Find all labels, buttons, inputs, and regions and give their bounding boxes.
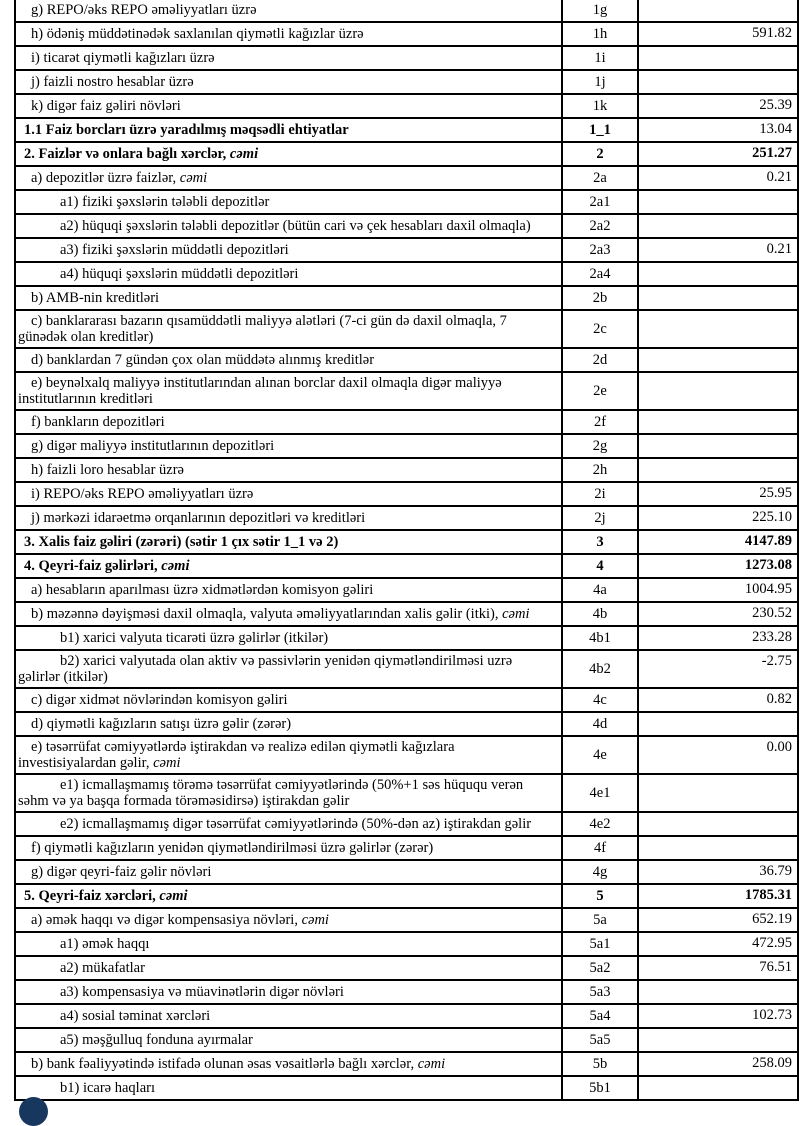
table-row xyxy=(15,626,798,650)
row-value: 1785.31 xyxy=(638,884,798,908)
logo-circle xyxy=(19,1097,48,1126)
row-value: 1004.95 xyxy=(638,578,798,602)
table-row xyxy=(15,1052,798,1076)
table-row xyxy=(15,602,798,626)
table-row xyxy=(15,1076,798,1100)
table-body xyxy=(15,0,798,1100)
row-value: 76.51 xyxy=(638,956,798,980)
row-value: 4147.89 xyxy=(638,530,798,554)
row-label: 4. Qeyri-faiz gəlirləri, cəmi xyxy=(15,554,562,578)
row-value: 0.21 xyxy=(638,166,798,190)
row-value xyxy=(638,1028,798,1052)
row-value xyxy=(638,214,798,238)
row-label: k) digər faiz gəliri növləri xyxy=(15,94,562,118)
table-row xyxy=(15,22,798,46)
row-label-italic-suffix: cəmi xyxy=(417,1056,446,1072)
row-label-italic-suffix: cəmi xyxy=(179,170,208,186)
row-code: 2a1 xyxy=(562,190,638,214)
row-label-italic-suffix: cəmi xyxy=(153,755,181,771)
row-value: 36.79 xyxy=(638,860,798,884)
row-value xyxy=(638,1076,798,1100)
row-code: 4a xyxy=(562,578,638,602)
table-row xyxy=(15,836,798,860)
row-label: 1.1 Faiz borcları üzrə yaradılmış məqsədli ehtiyatlar xyxy=(15,118,562,142)
row-label: a) əmək haqqı və digər kompensasiya növləri, cəmi xyxy=(15,908,562,932)
row-value xyxy=(638,434,798,458)
row-label: g) REPO/əks REPO əməliyyatları üzrə xyxy=(15,0,562,22)
row-value xyxy=(638,836,798,860)
row-label: f) bankların depozitləri xyxy=(15,410,562,434)
table-row xyxy=(15,372,798,410)
row-value: 591.82 xyxy=(638,22,798,46)
row-code: 2a xyxy=(562,166,638,190)
row-code: 2i xyxy=(562,482,638,506)
row-label: b) bank fəaliyyətində istifadə olunan əsas vəsaitlərlə bağlı xərclər, cəmi xyxy=(15,1052,562,1076)
row-value xyxy=(638,458,798,482)
row-label-italic-suffix: cəmi xyxy=(159,888,188,904)
row-label: b) məzənnə dəyişməsi daxil olmaqla, valyuta əməliyyatlarından xalis gəlir (itki), cəmi xyxy=(15,602,562,626)
row-code: 1k xyxy=(562,94,638,118)
row-code: 4d xyxy=(562,712,638,736)
table-row xyxy=(15,736,798,774)
row-code: 2j xyxy=(562,506,638,530)
row-label-italic-suffix: cəmi xyxy=(301,912,329,928)
row-value: 25.95 xyxy=(638,482,798,506)
table-row xyxy=(15,238,798,262)
row-code: 5a4 xyxy=(562,1004,638,1028)
row-code: 4b1 xyxy=(562,626,638,650)
row-code: 4g xyxy=(562,860,638,884)
row-label-italic-suffix: cəmi xyxy=(502,606,530,622)
row-label: e1) icmallaşmamış törəmə təsərrüfat cəmiyyətlərində (50%+1 səs hüququ verən səhm və ya başqa formada törəməsidirsə) iştirakdan gəlir xyxy=(15,774,562,812)
row-value xyxy=(638,774,798,812)
row-label: i) ticarət qiymətli kağızları üzrə xyxy=(15,46,562,70)
row-label: 3. Xalis faiz gəliri (zərəri) (sətir 1 çıx sətir 1_1 və 2) xyxy=(15,530,562,554)
row-label: a4) hüquqi şəxslərin müddətli depozitləri xyxy=(15,262,562,286)
table-row xyxy=(15,214,798,238)
row-label: b1) icarə haqları xyxy=(15,1076,562,1100)
income-statement-table xyxy=(14,0,799,1101)
row-code: 2h xyxy=(562,458,638,482)
table-row xyxy=(15,812,798,836)
table-row xyxy=(15,860,798,884)
row-code: 4b2 xyxy=(562,650,638,688)
row-label: c) banklararası bazarın qısamüddətli maliyyə alətləri (7-ci gün də daxil olmaqla, 7 günədək olan kreditlər) xyxy=(15,310,562,348)
row-code: 2a2 xyxy=(562,214,638,238)
row-code: 2c xyxy=(562,310,638,348)
table-row xyxy=(15,688,798,712)
row-code: 2e xyxy=(562,372,638,410)
table-row xyxy=(15,1004,798,1028)
row-value xyxy=(638,980,798,1004)
row-label: a2) mükafatlar xyxy=(15,956,562,980)
row-label: a3) kompensasiya və müavinətlərin digər növləri xyxy=(15,980,562,1004)
row-label: e) təsərrüfat cəmiyyətlərdə iştirakdan və realizə edilən qiymətli kağızlara investisiyalardan gəlir, cəmi xyxy=(15,736,562,774)
row-label: g) digər maliyyə institutlarının depozitləri xyxy=(15,434,562,458)
row-code: 4e xyxy=(562,736,638,774)
row-code: 2 xyxy=(562,142,638,166)
row-label-italic-suffix: cəmi xyxy=(229,146,259,162)
table-row xyxy=(15,262,798,286)
table-row xyxy=(15,530,798,554)
table-row xyxy=(15,506,798,530)
table-row xyxy=(15,554,798,578)
row-label: a1) əmək haqqı xyxy=(15,932,562,956)
row-code: 4b xyxy=(562,602,638,626)
row-label: b2) xarici valyutada olan aktiv və passivlərin yenidən qiymətləndirilməsi uzrə gəlirlər (itkilər) xyxy=(15,650,562,688)
table-row xyxy=(15,932,798,956)
row-code: 2f xyxy=(562,410,638,434)
table-row xyxy=(15,884,798,908)
row-label: c) digər xidmət növlərindən komisyon gəliri xyxy=(15,688,562,712)
row-value: 0.82 xyxy=(638,688,798,712)
row-value xyxy=(638,812,798,836)
row-code: 1_1 xyxy=(562,118,638,142)
row-value: 258.09 xyxy=(638,1052,798,1076)
row-label: j) faizli nostro hesablar üzrə xyxy=(15,70,562,94)
table-row xyxy=(15,578,798,602)
table-row xyxy=(15,1028,798,1052)
row-code: 2g xyxy=(562,434,638,458)
table-row xyxy=(15,458,798,482)
row-value xyxy=(638,348,798,372)
row-label: f) qiymətli kağızların yenidən qiymətləndirilməsi üzrə gəlirlər (zərər) xyxy=(15,836,562,860)
row-value: 230.52 xyxy=(638,602,798,626)
row-code: 1j xyxy=(562,70,638,94)
row-value: 0.21 xyxy=(638,238,798,262)
row-value xyxy=(638,410,798,434)
row-label: e2) icmallaşmamış digər təsərrüfat cəmiyyətlərində (50%-dən az) iştirakdan gəlir xyxy=(15,812,562,836)
row-code: 5b xyxy=(562,1052,638,1076)
row-code: 4 xyxy=(562,554,638,578)
row-value xyxy=(638,310,798,348)
row-code: 2b xyxy=(562,286,638,310)
table-row xyxy=(15,310,798,348)
row-code: 4e1 xyxy=(562,774,638,812)
table-row xyxy=(15,46,798,70)
table-row xyxy=(15,650,798,688)
row-code: 5a1 xyxy=(562,932,638,956)
table-row xyxy=(15,410,798,434)
table-row xyxy=(15,118,798,142)
row-value: 0.00 xyxy=(638,736,798,774)
row-label: 2. Faizlər və onlara bağlı xərclər, cəmi xyxy=(15,142,562,166)
row-code: 4f xyxy=(562,836,638,860)
table-row xyxy=(15,434,798,458)
row-value: 251.27 xyxy=(638,142,798,166)
row-label: 5. Qeyri-faiz xərcləri, cəmi xyxy=(15,884,562,908)
table-row xyxy=(15,712,798,736)
row-value: 1273.08 xyxy=(638,554,798,578)
row-value: 225.10 xyxy=(638,506,798,530)
row-label: d) banklardan 7 gündən çox olan müddətə alınmış kreditlər xyxy=(15,348,562,372)
row-label: e) beynəlxalq maliyyə institutlarından alınan borclar daxil olmaqla digər maliyyə institutlarının kreditləri xyxy=(15,372,562,410)
table-row xyxy=(15,956,798,980)
row-value: 652.19 xyxy=(638,908,798,932)
table-row xyxy=(15,166,798,190)
row-value xyxy=(638,712,798,736)
row-code: 1i xyxy=(562,46,638,70)
table-row xyxy=(15,482,798,506)
row-code: 1g xyxy=(562,0,638,22)
row-code: 5a2 xyxy=(562,956,638,980)
row-value: 472.95 xyxy=(638,932,798,956)
row-value: 25.39 xyxy=(638,94,798,118)
row-value: 233.28 xyxy=(638,626,798,650)
row-label-italic-suffix: cəmi xyxy=(161,558,190,574)
row-code: 5b1 xyxy=(562,1076,638,1100)
table-row xyxy=(15,94,798,118)
row-label: a) hesabların aparılması üzrə xidmətlərdən komisyon gəliri xyxy=(15,578,562,602)
row-label: i) REPO/əks REPO əməliyyatları üzrə xyxy=(15,482,562,506)
row-label: a) depozitlər üzrə faizlər, cəmi xyxy=(15,166,562,190)
row-code: 1h xyxy=(562,22,638,46)
row-label: a2) hüquqi şəxslərin tələbli depozitlər (bütün cari və çek hesabları daxil olmaqla) xyxy=(15,214,562,238)
table-row xyxy=(15,286,798,310)
row-value xyxy=(638,190,798,214)
row-label: a5) məşğulluq fonduna ayırmalar xyxy=(15,1028,562,1052)
row-value: 102.73 xyxy=(638,1004,798,1028)
row-label: h) faizli loro hesablar üzrə xyxy=(15,458,562,482)
row-value xyxy=(638,262,798,286)
row-value xyxy=(638,372,798,410)
row-value xyxy=(638,286,798,310)
table-row xyxy=(15,70,798,94)
row-value xyxy=(638,70,798,94)
table-row xyxy=(15,908,798,932)
row-label: h) ödəniş müddətinədək saxlanılan qiymətli kağızlar üzrə xyxy=(15,22,562,46)
row-label: a3) fiziki şəxslərin müddətli depozitləri xyxy=(15,238,562,262)
row-code: 4c xyxy=(562,688,638,712)
row-label: g) digər qeyri-faiz gəlir növləri xyxy=(15,860,562,884)
row-label: b) AMB-nin kreditləri xyxy=(15,286,562,310)
row-code: 5a5 xyxy=(562,1028,638,1052)
row-value xyxy=(638,0,798,22)
row-value xyxy=(638,46,798,70)
row-label: d) qiymətli kağızların satışı üzrə gəlir (zərər) xyxy=(15,712,562,736)
table-row xyxy=(15,348,798,372)
row-code: 4e2 xyxy=(562,812,638,836)
row-value: 13.04 xyxy=(638,118,798,142)
row-code: 2a3 xyxy=(562,238,638,262)
row-code: 5a xyxy=(562,908,638,932)
row-code: 5a3 xyxy=(562,980,638,1004)
table-row xyxy=(15,980,798,1004)
row-code: 3 xyxy=(562,530,638,554)
row-label: a1) fiziki şəxslərin tələbli depozitlər xyxy=(15,190,562,214)
table-row xyxy=(15,774,798,812)
table-row xyxy=(15,190,798,214)
table-row xyxy=(15,0,798,22)
row-label: b1) xarici valyuta ticarəti üzrə gəlirlər (itkilər) xyxy=(15,626,562,650)
row-code: 2a4 xyxy=(562,262,638,286)
row-value: -2.75 xyxy=(638,650,798,688)
row-code: 5 xyxy=(562,884,638,908)
row-label: a4) sosial təminat xərcləri xyxy=(15,1004,562,1028)
row-code: 2d xyxy=(562,348,638,372)
row-label: j) mərkəzi idarəetmə orqanlarının depozitləri və kreditləri xyxy=(15,506,562,530)
table-row xyxy=(15,142,798,166)
